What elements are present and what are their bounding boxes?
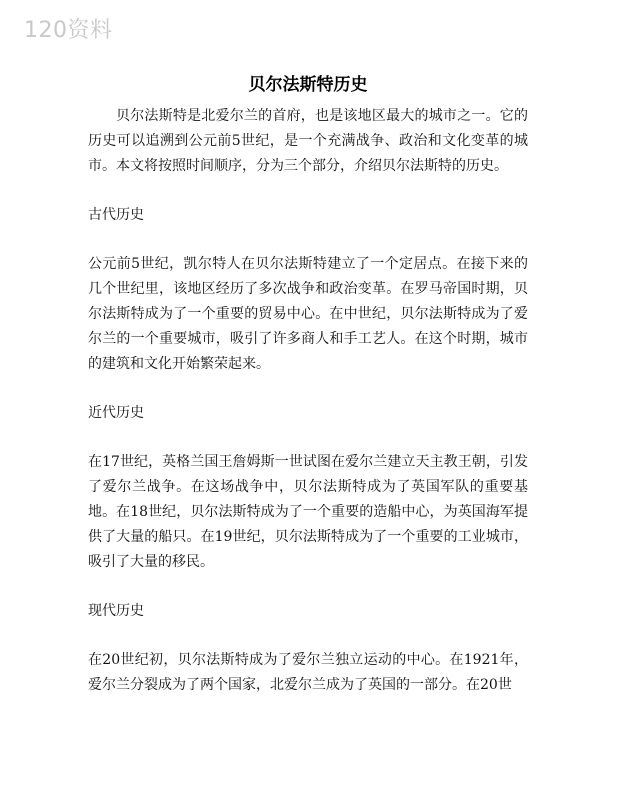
intro-paragraph: 贝尔法斯特是北爱尔兰的首府，也是该地区最大的城市之一。它的历史可以追溯到公元前5世纪，是一个充满战争、政治和文化变革的城市。本文将按照时间顺序，分为三个部分，介绍贝尔法斯特的历史。 [88,108,528,174]
watermark-logo: 120资料 [24,18,113,43]
section-heading-ancient: 古代历史 [88,207,144,223]
section-body-contemporary: 在20世纪初，贝尔法斯特成为了爱尔兰独立运动的中心。在1921年，爱尔兰分裂成为了两个国家，北爱尔兰成为了英国的一部分。在20世 [88,652,528,693]
section-heading-modern-early: 近代历史 [88,405,144,421]
document-page [88,70,528,698]
section-body-ancient: 公元前5世纪，凯尔特人在贝尔法斯特建立了一个定居点。在接下来的几个世纪里，该地区经历了多次战争和政治变革。在罗马帝国时期，贝尔法斯特成为了一个重要的贸易中心。在中世纪，贝尔法斯特成为了爱尔兰的一个重要城市，吸引了许多商人和手工艺人。在这个时期，城市的建筑和文化开始繁荣起来。 [88,256,528,372]
document-title: 贝尔法斯特历史 [248,75,368,95]
section-body-modern-early: 在17世纪，英格兰国王詹姆斯一世试图在爱尔兰建立天主教王朝，引发了爱尔兰战争。在这场战争中，贝尔法斯特成为了英国军队的重要基地。在18世纪，贝尔法斯特成为了一个重要的造船中心，为英国海军提供了大量的船只。在19世纪，贝尔法斯特成为了一个重要的工业城市，吸引了大量的移民。 [88,454,528,570]
section-heading-contemporary: 现代历史 [88,603,144,619]
